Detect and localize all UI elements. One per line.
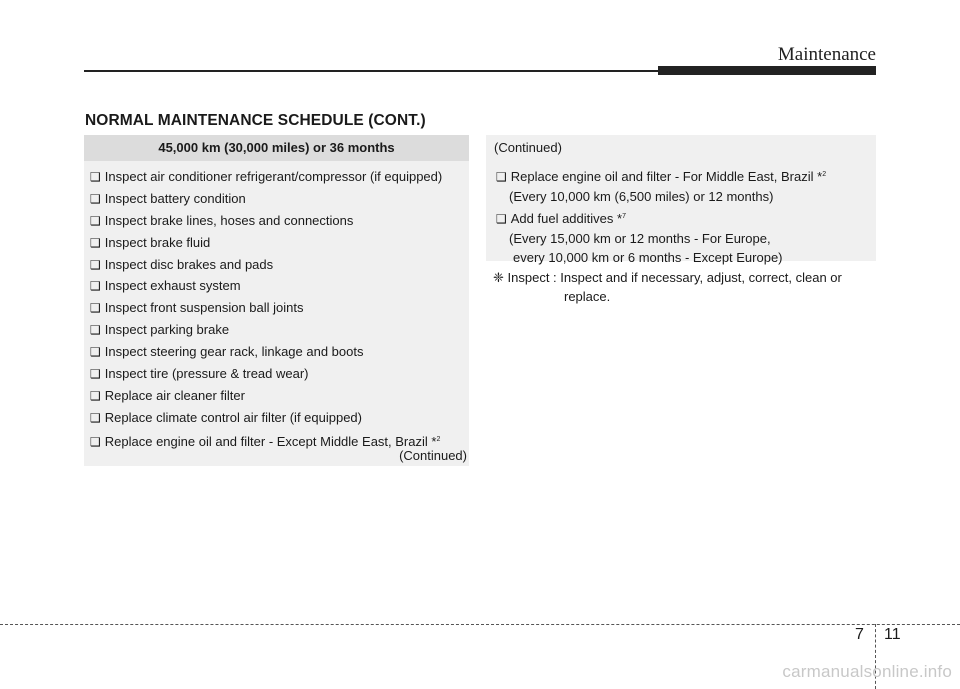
checkbox-icon: ❑	[90, 388, 101, 403]
checkbox-icon: ❑	[90, 410, 101, 425]
schedule-item: ❑ Inspect exhaust system	[90, 278, 241, 294]
item-interval: (Every 15,000 km or 12 months - For Europe,	[509, 231, 771, 246]
note-symbol-icon: ❈	[493, 270, 504, 285]
checkbox-icon: ❑	[496, 170, 507, 184]
checkbox-icon: ❑	[90, 257, 101, 272]
checkbox-icon: ❑	[90, 323, 101, 338]
footnote-marker: 7	[622, 213, 626, 220]
schedule-item: ❑ Inspect parking brake	[90, 322, 230, 338]
continued-label: (Continued)	[494, 140, 562, 155]
checkbox-icon: ❑	[90, 191, 101, 206]
checkbox-icon: ❑	[90, 345, 101, 360]
schedule-heading: 45,000 km (30,000 miles) or 36 months	[84, 135, 469, 161]
schedule-panel-45000	[84, 135, 469, 466]
schedule-item: ❑ Inspect brake lines, hoses and connections	[90, 212, 354, 228]
checkbox-icon: ❑	[496, 212, 507, 226]
schedule-list	[84, 161, 469, 451]
header-title: Maintenance	[777, 44, 876, 65]
item-interval: (Every 10,000 km (6,500 miles) or 12 months)	[509, 189, 774, 204]
inspect-note: ❈ Inspect : Inspect and if necessary, adjust, correct, clean or replace.	[493, 270, 842, 304]
header-rule-thick	[658, 66, 876, 75]
schedule-item: ❑ Inspect front suspension ball joints	[90, 300, 304, 316]
schedule-item: ❑ Replace engine oil and filter - For Middle East, Brazil *$^2$ (Every 10,000 km (6,500 miles) or 12 months)	[496, 169, 827, 204]
checkbox-icon: ❑	[90, 213, 101, 228]
footnote-marker: 2	[822, 171, 827, 178]
checkbox-icon: ❑	[90, 434, 101, 449]
schedule-item: ❑ Inspect disc brakes and pads	[90, 256, 274, 272]
watermark: carmanualsonline.info	[782, 662, 952, 681]
checkbox-icon: ❑	[90, 279, 101, 294]
header-rule	[84, 70, 684, 72]
schedule-item: ❑ Replace climate control air filter (if equipped)	[90, 409, 362, 425]
schedule-item: ❑ Add fuel additives *$^7$ (Every 15,000 km or 12 months - For Europe, every 10,000 km or 6 months - Except Europe)	[496, 211, 783, 265]
schedule-item: ❑ Inspect brake fluid	[90, 234, 211, 250]
footnote-marker: 2	[436, 435, 441, 443]
checkbox-icon: ❑	[90, 235, 101, 250]
continued-label: (Continued)	[399, 448, 467, 463]
schedule-item: ❑ Inspect tire (pressure & tread wear)	[90, 366, 309, 382]
footer-rule	[0, 624, 960, 625]
checkbox-icon: ❑	[90, 367, 101, 382]
checkbox-icon: ❑	[90, 301, 101, 316]
schedule-item: ❑ Inspect air conditioner refrigerant/compressor (if equipped)	[90, 169, 443, 184]
schedule-item: ❑ Replace engine oil and filter - Except Middle East, Brazil *$^2$	[90, 433, 441, 449]
item-interval: every 10,000 km or 6 months - Except Europe)	[513, 250, 783, 265]
chapter-number: 7	[855, 626, 864, 643]
schedule-item: ❑ Replace air cleaner filter	[90, 387, 245, 403]
checkbox-icon: ❑	[90, 170, 101, 184]
section-title: NORMAL MAINTENANCE SCHEDULE (CONT.)	[85, 112, 426, 129]
schedule-item: ❑ Inspect battery condition	[90, 190, 246, 206]
schedule-panel-continued	[486, 135, 876, 265]
schedule-item: ❑ Inspect steering gear rack, linkage and boots	[90, 344, 364, 360]
page-number: 11	[884, 626, 901, 643]
